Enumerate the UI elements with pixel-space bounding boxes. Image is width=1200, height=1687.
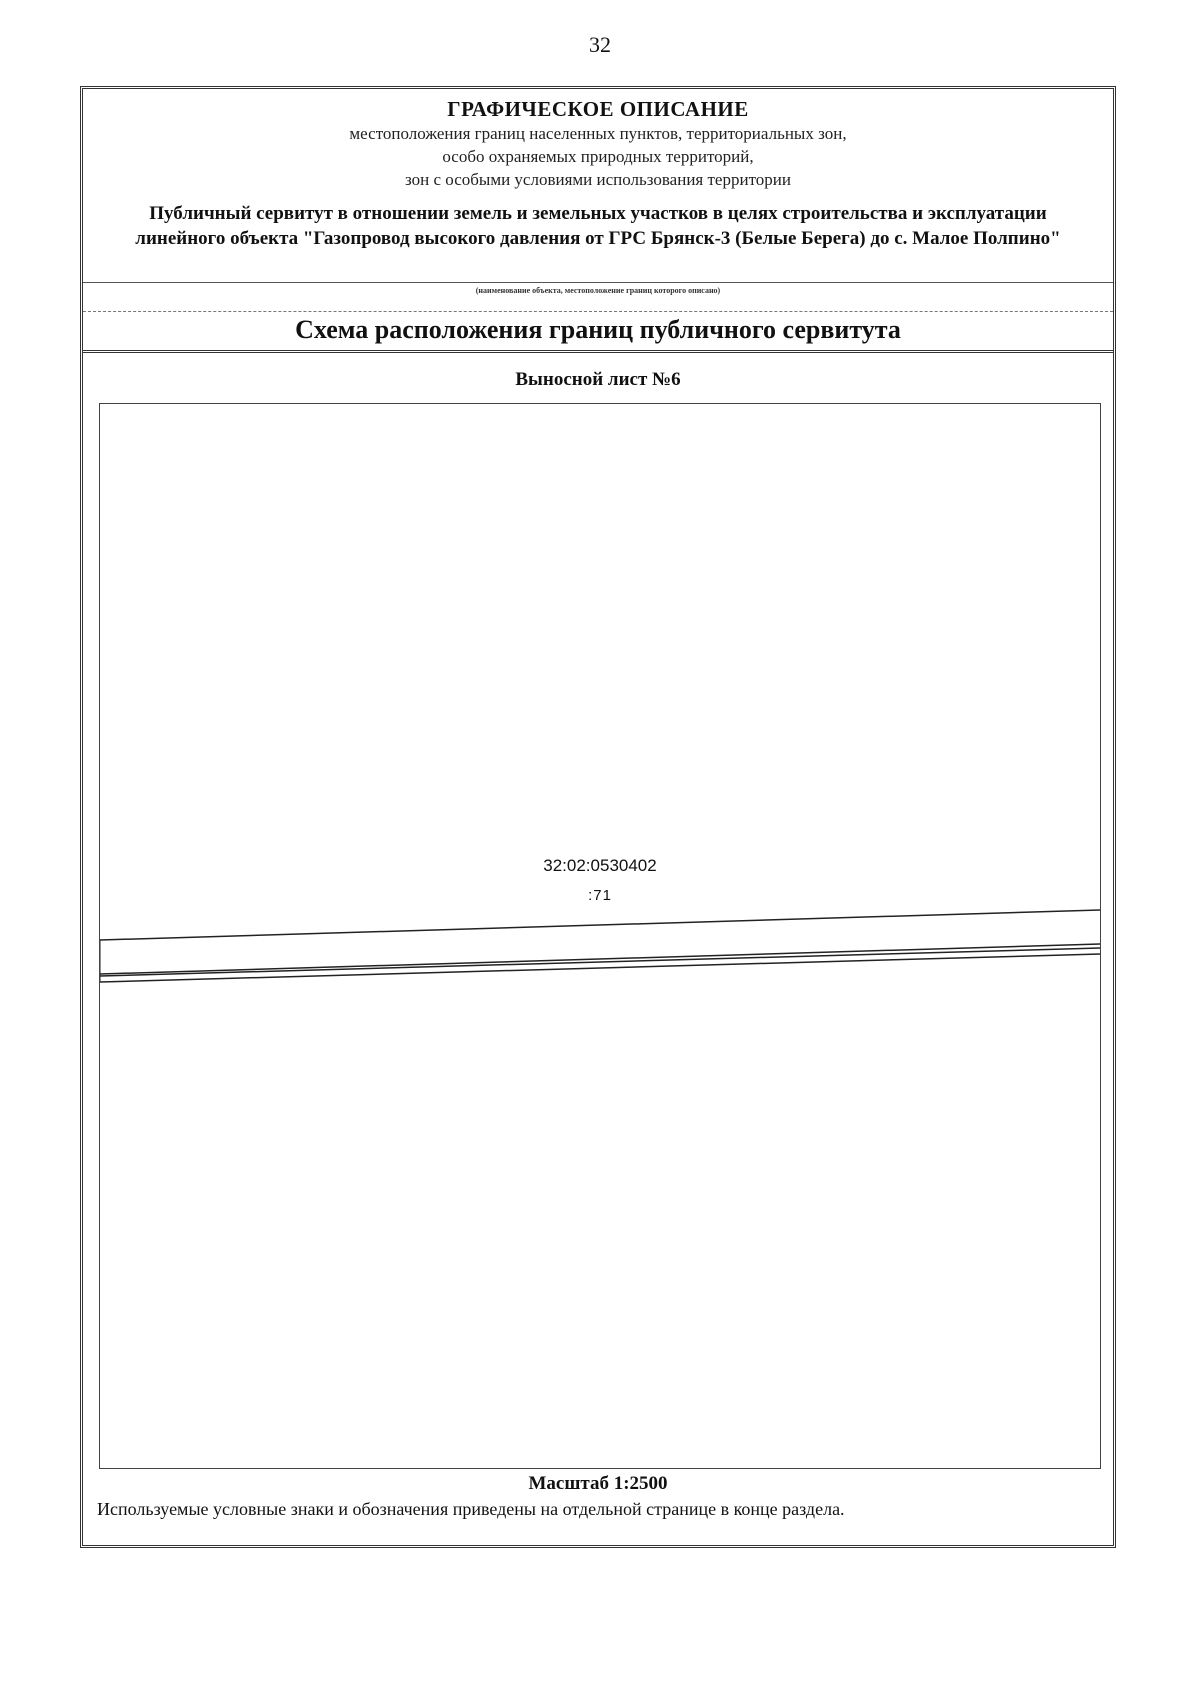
map-area [99,403,1101,1469]
map-drawing [100,404,1100,1468]
caption-divider [83,282,1113,283]
scheme-title: Схема расположения границ публичного сервитута [295,315,901,344]
page-number: 32 [589,32,611,57]
subtitle-line-1: местоположения границ населенных пунктов, территориальных зон, [349,124,847,143]
parcel-label: :71 [588,887,612,904]
cadastral-quarter-label: 32:02:0530402 [543,856,657,875]
document-frame [80,86,1116,1548]
easement-boundary-upper [100,910,1100,940]
scale-label: Масштаб 1:2500 [528,1473,668,1494]
road-line-lower [100,954,1100,982]
subtitle-line-2: особо охраняемых природных территорий, [442,147,754,166]
object-name: Публичный сервитут в отношении земель и земельных участков в целях строительства и эксплуатации линейного объекта "Газопровод высокого давления от ГРС Брянск-3 (Белые Берега) до с. Малое Полпино" [135,203,1061,249]
legend-note: Используемые условные знаки и обозначения приведены на отдельной странице в конце раздела. [97,1499,845,1519]
road-line-upper [100,948,1100,976]
scheme-divider [83,311,1113,312]
easement-boundary-lower [100,944,1100,974]
header-block [83,89,1113,353]
sheet-title: Выносной лист №6 [515,369,681,390]
subtitle-line-3: зон с особыми условиями использования территории [405,170,791,189]
document-title: ГРАФИЧЕСКОЕ ОПИСАНИЕ [447,97,749,121]
object-caption: (наименование объекта, местоположение границ которого описано) [475,286,721,295]
